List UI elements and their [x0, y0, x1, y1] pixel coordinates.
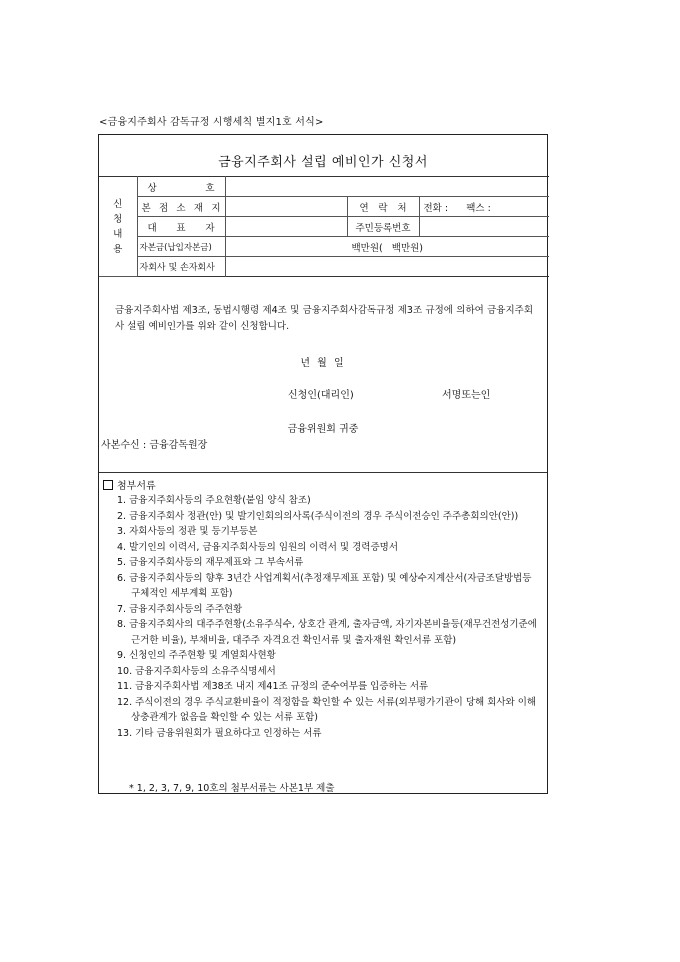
form-title: 금융지주회사 설립 예비인가 신청서 [218, 155, 428, 170]
head-office-field[interactable] [225, 197, 347, 217]
application-statement: 금융지주회사법 제3조, 동법시행령 제4조 및 금융지주회사감독규정 제3조 규정에 의하여 금융지주회사 설립 예비인가를 위와 같이 신청합니다. [115, 305, 533, 332]
application-content-label: 신 청 내 용 [99, 177, 137, 277]
copy-recipient: 사본수신 : 금융감독원장 [101, 440, 208, 451]
capital-value: 백만원( 백만원) [351, 242, 424, 254]
subsidiaries-label: 자회사 및 손자회사 [137, 257, 225, 277]
list-item: 5. 금융지주회사등의 재무제표와 그 부속서류 [117, 557, 304, 568]
capital-field[interactable] [225, 237, 549, 257]
representative-label: 대 표 자 [137, 217, 225, 237]
attachments-title: 첨부서류 [117, 481, 156, 492]
list-item: 8. 금융지주회사의 대주주현황(소유주식수, 상호간 관계, 출자금액, 자기자본비율등(재무건전성기준에 근거한 비율), 부채비율, 대주주 자격요건 확인서류 및 출자재원 확인서류 포함) [117, 619, 537, 646]
subsidiaries-field[interactable] [225, 257, 549, 277]
signature-or-seal-label: 서명또는인 [442, 390, 491, 401]
contact-label: 연 락 처 [347, 197, 419, 217]
list-item: 10. 금융지주회사등의 소유주식명세서 [117, 665, 276, 677]
form-reference: <금융지주회사 감독규정 시행세칙 별지1호 서식> [99, 117, 324, 128]
attachments-note: * 1, 2, 3, 7, 9, 10호의 첨부서류는 사본1부 제출 [129, 783, 335, 794]
phone-fax-field[interactable]: 전화 : 팩스 : [419, 197, 549, 217]
trade-name-field[interactable] [225, 177, 549, 197]
list-item: 11. 금융지주회사법 제38조 내지 제41조 규정의 준수여부를 입증하는 서류 [117, 681, 429, 692]
applicant-info-table [99, 176, 549, 277]
resident-number-label: 주민등록번호 [347, 217, 419, 237]
list-item: 3. 자회사등의 정관 및 등기부등본 [117, 526, 258, 537]
representative-field[interactable] [225, 217, 347, 237]
capital-label: 자본금(납입자본금) [137, 237, 225, 257]
list-item: 12. 주식이전의 경우 주식교환비율이 적정함을 확인할 수 있는 서류(외부평가기관이 당해 회사와 이해상충관계가 없음을 확인할 수 있는 서류 포함) [117, 696, 537, 723]
date-line: 년 월 일 [300, 358, 346, 369]
resident-number-field[interactable] [419, 217, 549, 237]
trade-name-label: 상 호 [137, 177, 225, 197]
list-item: 6. 금융지주회사등의 향후 3년간 사업계획서(추정재무제표 포함) 및 예상수지계산서(자금조달방법등 구체적인 세부계획 포함) [117, 572, 532, 599]
list-item: 1. 금융지주회사등의 주요현황(붙임 양식 참조) [117, 495, 311, 506]
section-divider [99, 472, 547, 473]
attachments-heading [103, 477, 156, 492]
checkbox-icon[interactable] [103, 480, 113, 490]
list-item: 7. 금융지주회사등의 주주현황 [117, 603, 243, 615]
addressee: 금융위원회 귀중 [287, 424, 359, 435]
head-office-label: 본 점 소 재 지 [137, 197, 225, 217]
list-item: 13. 기타 금융위원회가 필요하다고 인정하는 서류 [117, 727, 322, 739]
attachments-list [117, 493, 541, 741]
application-form [98, 134, 548, 794]
list-item: 9. 신청인의 주주현황 및 계열회사현황 [117, 650, 276, 661]
applicant-signature-label: 신청인(대리인) [288, 390, 354, 401]
list-item: 2. 금융지주회사 정관(안) 및 발기인회의의사록(주식이전의 경우 주식이전승인 주주총회의안(안)) [117, 510, 519, 522]
list-item: 4. 발기인의 이력서, 금융지주회사등의 임원의 이력서 및 경력증명서 [117, 541, 399, 553]
